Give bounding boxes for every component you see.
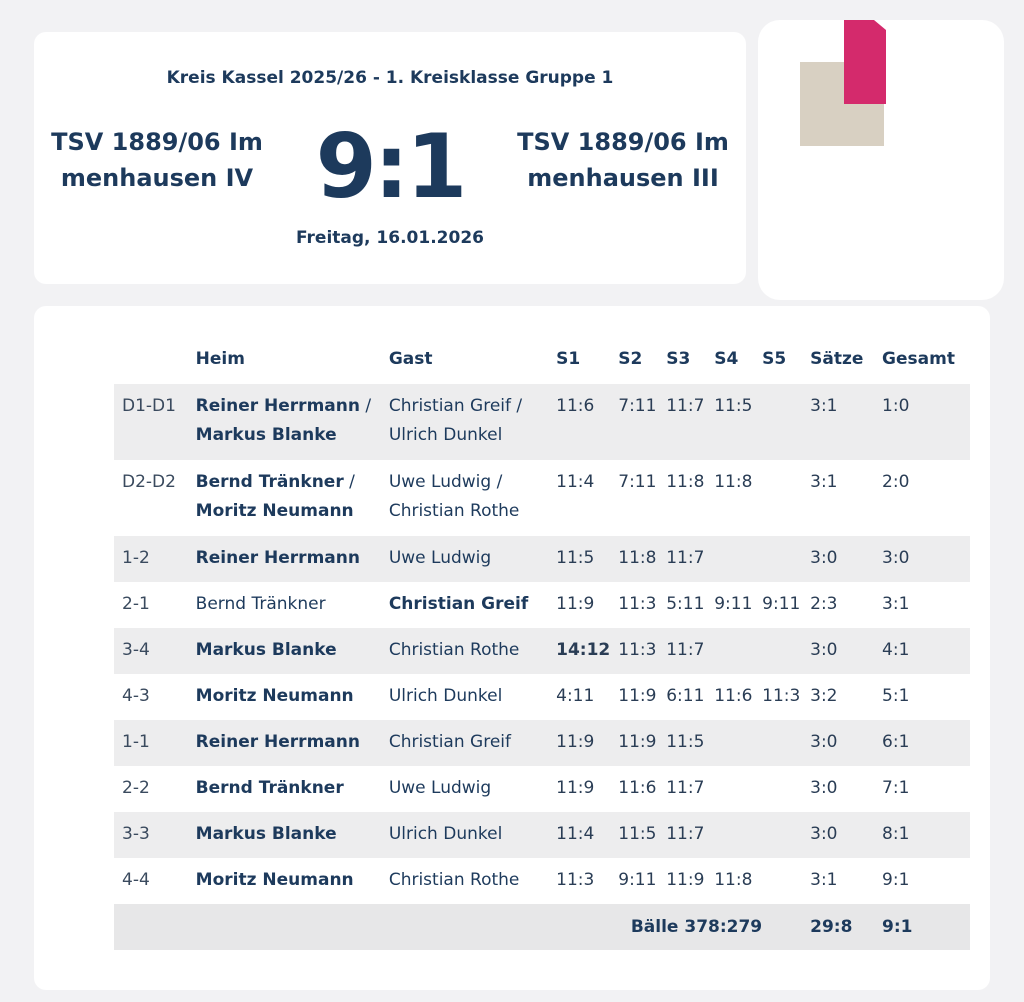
set-1-score: 11:6 [548,384,610,460]
set-3-score: 11:5 [658,720,706,766]
away-player-link[interactable]: Christian Rothe [388,870,520,890]
table-row[interactable] [114,384,970,460]
set-5-score: 9:11 [762,594,801,614]
set-5-score [754,460,802,536]
sets-result: 3:0 [810,778,838,798]
sets-result: 3:0 [802,812,874,858]
set-5-score [754,628,802,674]
set-3-score: 5:11 [666,594,705,614]
running-total: 3:1 [882,594,910,614]
header-total: Gesamt [882,349,955,369]
table-row[interactable] [114,674,970,720]
away-player-link[interactable]: Christian Greif [388,594,529,614]
set-3-score: 11:7 [658,384,706,460]
table-header-row [114,334,970,384]
set-2-score: 9:11 [618,870,657,890]
home-player-link[interactable]: Reiner Herrmann [188,536,381,582]
match-code: 3-3 [114,812,188,858]
header-s3: S3 [666,349,691,369]
totals-row [114,904,970,950]
running-total: 1:0 [874,384,970,460]
header-s1: S1 [556,349,581,369]
match-code: 4-3 [122,686,150,706]
set-1-score: 11:9 [548,720,610,766]
match-code: 1-1 [114,720,188,766]
sets-result: 3:0 [802,536,874,582]
set-3-score: 11:7 [666,778,705,798]
running-total: 4:1 [874,628,970,674]
set-3-score: 11:8 [666,472,705,492]
table-row[interactable] [114,536,970,582]
away-players [381,384,548,460]
set-1-score: 11:3 [556,870,595,890]
away-team-name-line1: TSV 1889/06 Im [517,128,729,156]
set-1-score: 11:4 [548,812,610,858]
set-2-score: 11:8 [610,536,658,582]
match-code: D1-D1 [114,384,188,460]
table-row[interactable] [114,460,970,536]
set-2-score: 11:3 [610,628,658,674]
home-players [188,460,381,536]
final-score: 9:1 [315,115,465,218]
set-2-score: 11:9 [610,720,658,766]
logo-fold-corner [874,20,886,30]
home-player-link[interactable]: Moritz Neumann [195,686,354,706]
set-2-score: 7:11 [610,384,658,460]
away-player-link[interactable]: Ulrich Dunkel [388,686,503,706]
set-5-score [754,720,802,766]
match-date: Freitag, 16.01.2026 [296,228,484,248]
set-2-score: 11:3 [618,594,657,614]
set-1-score: 11:9 [556,778,595,798]
home-player-link[interactable]: Moritz Neumann [195,501,354,521]
header-s2: S2 [618,349,643,369]
logo-pink-bookmark [844,20,886,104]
match-results-card [34,306,990,990]
set-2-score: 11:6 [618,778,657,798]
home-team-name[interactable] [42,124,272,196]
player-separator: / [491,472,503,492]
player-separator: / [510,396,523,416]
set-4-score: 11:8 [714,472,753,492]
table-row[interactable] [114,720,970,766]
home-team-name-line1: TSV 1889/06 Im [51,128,263,156]
home-player-link[interactable]: Bernd Tränkner [195,594,326,614]
match-code: 2-2 [122,778,150,798]
home-player-link[interactable]: Markus Blanke [195,425,337,445]
sets-result: 2:3 [810,594,838,614]
player-separator: / [343,472,355,492]
set-3-score: 11:7 [658,536,706,582]
match-code: D2-D2 [122,472,176,492]
sets-result: 3:0 [802,720,874,766]
set-4-score [706,720,754,766]
set-5-score [754,384,802,460]
table-row[interactable] [114,812,970,858]
away-player-link[interactable]: Ulrich Dunkel [381,812,548,858]
set-4-score [706,766,754,812]
match-code: 4-4 [122,870,150,890]
home-player-link[interactable]: Moritz Neumann [195,870,354,890]
sets-result: 3:0 [802,628,874,674]
sets-result: 3:1 [810,472,838,492]
away-team-name[interactable] [508,124,738,196]
away-team-name-line2: menhausen III [527,164,719,192]
set-1-score: 4:11 [556,686,595,706]
set-2-score: 11:5 [610,812,658,858]
away-player-link[interactable]: Uwe Ludwig [381,536,548,582]
header-s4: S4 [714,349,739,369]
home-player-link[interactable]: Reiner Herrmann [195,396,360,416]
away-player-link[interactable]: Ulrich Dunkel [388,425,503,445]
away-player-link[interactable]: Uwe Ludwig [388,472,492,492]
set-4-score [706,536,754,582]
running-total: 8:1 [874,812,970,858]
set-4-score: 9:11 [714,594,753,614]
match-code: 1-2 [114,536,188,582]
table-row[interactable] [114,766,970,812]
balls-total: Bälle 378:279 [114,904,802,950]
away-player-link[interactable]: Christian Greif [388,396,511,416]
home-team-name-line2: menhausen IV [60,164,254,192]
set-2-score: 7:11 [618,472,657,492]
set-4-score: 11:6 [714,686,753,706]
sets-total: 29:8 [802,904,874,950]
league-title: Kreis Kassel 2025/26 - 1. Kreisklasse Gruppe 1 [166,68,614,88]
away-player-link[interactable]: Christian Rothe [381,628,548,674]
running-total: 2:0 [882,472,910,492]
home-player-link[interactable]: Markus Blanke [188,812,381,858]
set-2-score: 11:9 [618,686,657,706]
home-players [188,384,381,460]
away-player-link[interactable]: Uwe Ludwig [388,778,492,798]
header-s5: S5 [762,349,787,369]
sets-result: 3:1 [802,384,874,460]
results-table [114,334,970,950]
running-total: 7:1 [882,778,910,798]
header-code [114,334,188,384]
set-3-score: 6:11 [666,686,705,706]
running-total: 6:1 [874,720,970,766]
match-total: 9:1 [874,904,970,950]
set-1-score: 11:9 [556,594,595,614]
home-player-link[interactable]: Markus Blanke [188,628,381,674]
home-player-link[interactable]: Reiner Herrmann [188,720,381,766]
set-3-score: 11:9 [666,870,705,890]
set-5-score [754,536,802,582]
home-player-link[interactable]: Bernd Tränkner [195,778,344,798]
table-row[interactable] [114,628,970,674]
set-5-score: 11:3 [762,686,801,706]
header-away: Gast [388,349,433,369]
table-row[interactable] [114,582,970,628]
match-code: 2-1 [122,594,150,614]
away-players [381,460,548,536]
set-4-score: 11:8 [714,870,753,890]
set-5-score [754,766,802,812]
away-player-link[interactable]: Christian Rothe [388,501,520,521]
set-1-score: 11:5 [548,536,610,582]
sets-result: 3:1 [810,870,838,890]
set-5-score [754,812,802,858]
table-row[interactable] [114,858,970,904]
set-1-score: 11:4 [556,472,595,492]
running-total: 5:1 [882,686,910,706]
header-sets: Sätze [810,349,864,369]
set-4-score: 11:5 [706,384,754,460]
set-1-score: 14:12 [548,628,610,674]
player-separator: / [359,396,372,416]
set-5-score [754,858,802,904]
header-home: Heim [195,349,245,369]
home-player-link[interactable]: Bernd Tränkner [195,472,344,492]
match-header-card [34,32,746,284]
set-4-score [706,812,754,858]
away-player-link[interactable]: Christian Greif [381,720,548,766]
club-logo [758,20,1004,300]
set-4-score [706,628,754,674]
match-code: 3-4 [114,628,188,674]
sets-result: 3:2 [810,686,838,706]
set-3-score: 11:7 [658,628,706,674]
running-total: 3:0 [874,536,970,582]
running-total: 9:1 [882,870,910,890]
set-3-score: 11:7 [658,812,706,858]
